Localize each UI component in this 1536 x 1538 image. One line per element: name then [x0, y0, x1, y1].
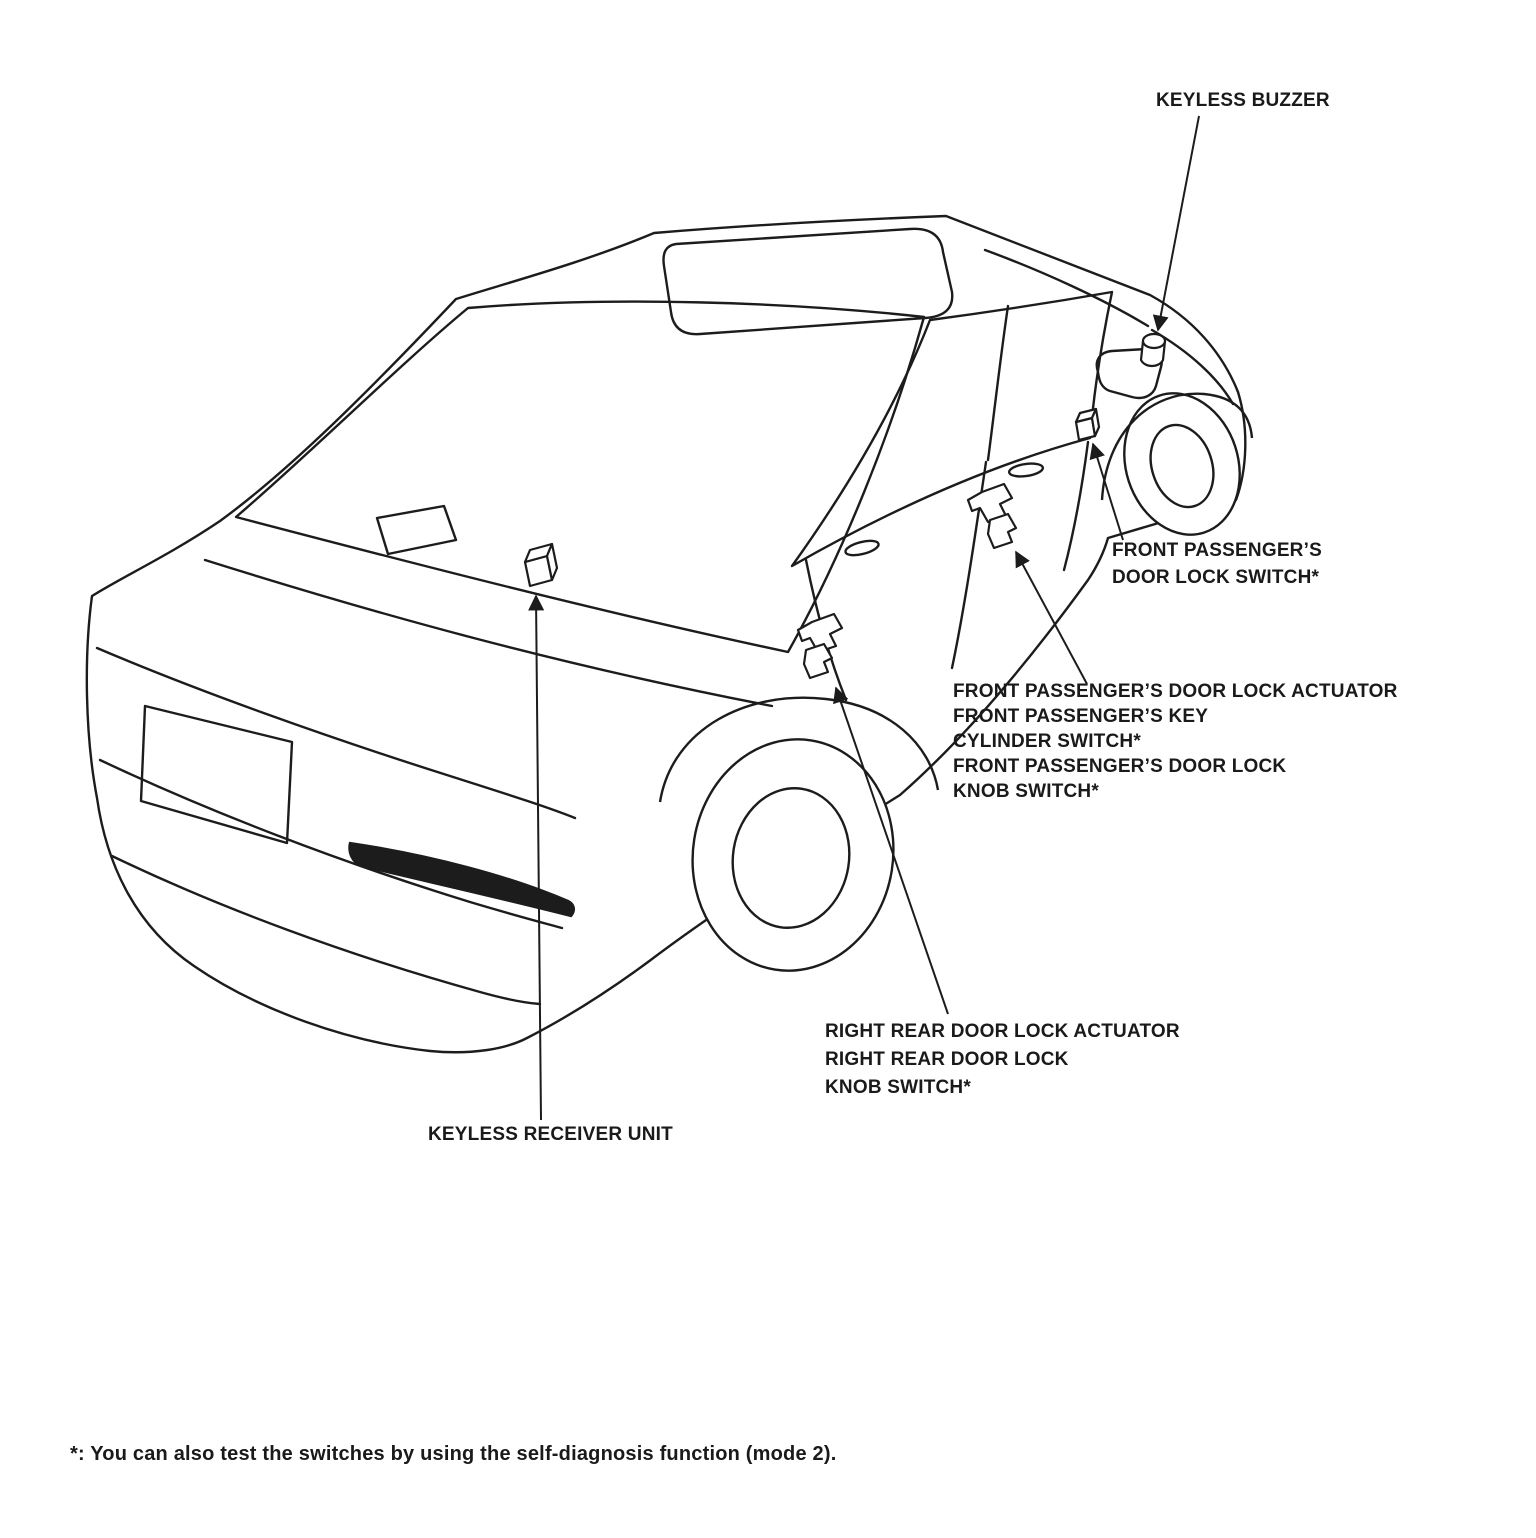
- bumper-mid-line: [100, 760, 562, 928]
- label-front-passenger-door-lock-switch: [1112, 537, 1322, 591]
- high-mount-brake-light: [377, 506, 456, 554]
- label-line: KEYLESS RECEIVER UNIT: [428, 1124, 673, 1145]
- label-right-rear-door-lock: [825, 1018, 1180, 1102]
- label-line: FRONT PASSENGER’S KEY: [953, 706, 1209, 727]
- car-body-outline: [87, 216, 1245, 1052]
- leader-line-keyless-buzzer: [1158, 116, 1199, 330]
- components: [525, 334, 1165, 678]
- taillight: [350, 843, 574, 916]
- label-line: FRONT PASSENGER’S DOOR LOCK ACTUATOR: [953, 681, 1398, 702]
- label-keyless-receiver-unit: [428, 1122, 673, 1148]
- label-keyless-buzzer: [1156, 88, 1330, 114]
- rear-door-handle: [844, 538, 880, 558]
- license-plate-recess: [141, 706, 292, 843]
- side-glass: [792, 292, 1112, 566]
- b-pillar-line: [988, 306, 1008, 460]
- label-line: KNOB SWITCH*: [953, 781, 1099, 802]
- label-line: RIGHT REAR DOOR LOCK: [825, 1049, 1069, 1070]
- leader-line-door-lock-switch: [1093, 444, 1123, 540]
- label-line: FRONT PASSENGER’S: [1112, 540, 1322, 561]
- leader-line-front-actuator: [1016, 552, 1087, 684]
- footnote: *: You can also test the switches by using the self-diagnosis function (mode 2).: [70, 1443, 837, 1465]
- keyless-buzzer-icon: [1141, 334, 1165, 366]
- leader-line-keyless-receiver: [536, 596, 541, 1120]
- label-line: KNOB SWITCH*: [825, 1077, 971, 1098]
- label-front-passenger-door-lock-actuator: [953, 679, 1398, 804]
- door-lock-switch-icon: [1076, 409, 1099, 440]
- label-line: KEYLESS BUZZER: [1156, 90, 1330, 111]
- bumper-top-line: [97, 648, 575, 818]
- label-line: DOOR LOCK SWITCH*: [1112, 567, 1320, 588]
- label-line: RIGHT REAR DOOR LOCK ACTUATOR: [825, 1021, 1180, 1042]
- label-line: CYLINDER SWITCH*: [953, 731, 1141, 752]
- car-body: [87, 216, 1245, 1052]
- label-line: FRONT PASSENGER’S DOOR LOCK: [953, 756, 1287, 777]
- keyless-receiver-icon: [525, 544, 557, 586]
- front-door-handle: [1008, 462, 1043, 479]
- front-door-front-seam: [1064, 442, 1088, 570]
- sunroof: [664, 229, 953, 334]
